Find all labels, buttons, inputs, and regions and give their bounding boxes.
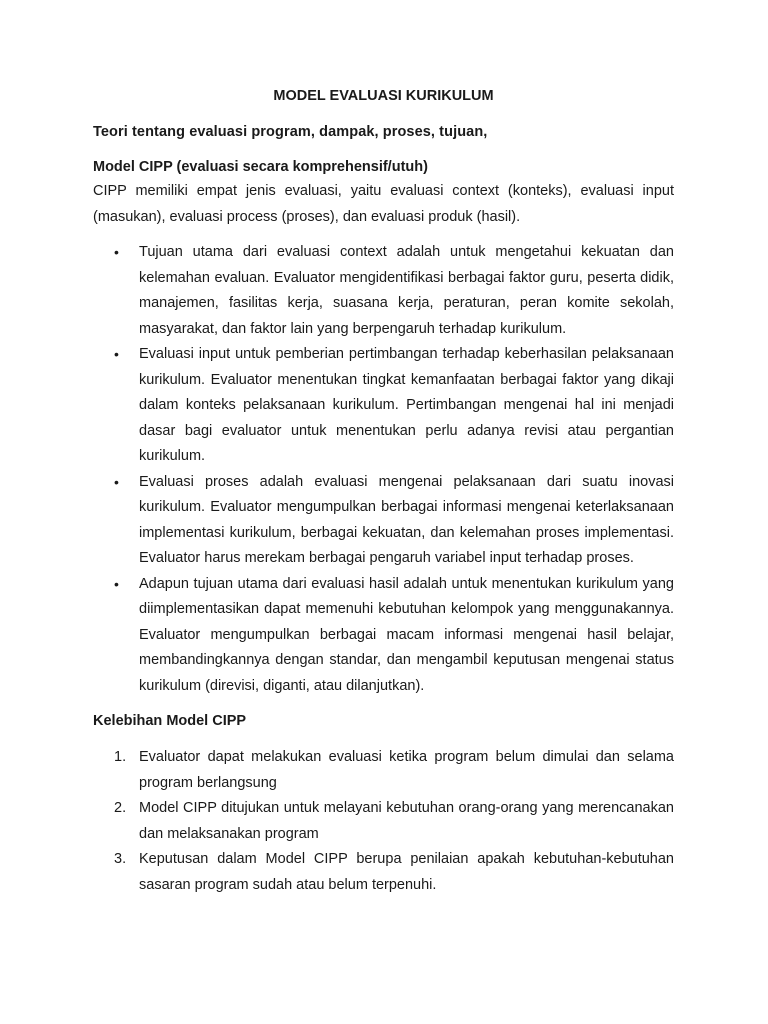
list-item <box>114 342 674 470</box>
list-item <box>114 796 674 847</box>
list-item-text: Evaluasi input untuk pemberian pertimbangan terhadap keberhasilan pelaksanaan kurikulum. Evaluator menentukan tingkat kemanfaatan berbagai faktor yang dikaji dalam konteks pelaksanaan kurikulum. Pertimbangan mengenai hal ini menjadi dasar bagi evaluator untuk menentukan perlu adanya revisi atau pergantian kurikulum. <box>139 346 674 464</box>
list-number: 2. <box>114 800 127 816</box>
list-item <box>114 847 674 898</box>
list-item-text: Adapun tujuan utama dari evaluasi hasil adalah untuk menentukan kurikulum yang diimplementasikan dapat memenuhi kebutuhan kelompok yang menggunakannya. Evaluator mengumpulkan berbagai macam informasi mengenai hasil belajar, membandingkannya dengan standar, dan mengambil keputusan mengenai status kurikulum (direvisi, diganti, atau dilanjutkan). <box>139 575 674 694</box>
list-item <box>114 240 674 342</box>
list-item <box>114 745 674 796</box>
bullet-list <box>93 240 674 699</box>
bullet-icon: • <box>114 473 119 490</box>
list-item-text: Evaluator dapat melakukan evaluasi ketika program belum dimulai dan selama program berlangsung <box>139 749 674 791</box>
intro-paragraph: CIPP memiliki empat jenis evaluasi, yaitu evaluasi context (konteks), evaluasi input (masukan), evaluasi process (proses), dan evaluasi produk (hasil). <box>93 183 674 225</box>
list-number: 1. <box>114 749 127 765</box>
bullet-icon: • <box>114 575 119 592</box>
document-subtitle: Teori tentang evaluasi program, dampak, proses, tujuan, <box>93 124 488 140</box>
section-heading-kelebihan: Kelebihan Model CIPP <box>93 713 247 729</box>
list-number: 3. <box>114 851 127 867</box>
numbered-list <box>93 745 674 898</box>
list-item-text: Tujuan utama dari evaluasi context adalah untuk mengetahui kekuatan dan kelemahan evaluan. Evaluator mengidentifikasi berbagai faktor guru, peserta didik, manajemen, fasilitas kerja, suasana kerja, peraturan, peran komite sekolah, masyarakat, dan faktor lain yang berpengaruh terhadap kurikulum. <box>139 244 674 337</box>
list-item-text: Keputusan dalam Model CIPP berupa penilaian apakah kebutuhan-kebutuhan sasaran program sudah atau belum terpenuhi. <box>139 851 674 893</box>
document-page <box>93 86 674 898</box>
document-title: MODEL EVALUASI KURIKULUM <box>273 88 494 104</box>
list-item-text: Evaluasi proses adalah evaluasi mengenai pelaksanaan dari suatu inovasi kurikulum. Evaluator mengumpulkan berbagai informasi mengenai keterlaksanaan implementasi kurikulum, berbagai kekuatan, dan kelemahan proses implementasi. Evaluator harus merekam berbagai pengaruh variabel input terhadap proses. <box>139 473 674 566</box>
bullet-icon: • <box>114 346 119 362</box>
list-item <box>114 470 674 572</box>
section-heading-cipp: Model CIPP (evaluasi secara komprehensif/utuh) <box>93 159 428 175</box>
bullet-icon: • <box>114 244 119 260</box>
list-item-text: Model CIPP ditujukan untuk melayani kebutuhan orang-orang yang merencanakan dan melaksanakan program <box>139 800 674 842</box>
list-item <box>114 572 674 700</box>
